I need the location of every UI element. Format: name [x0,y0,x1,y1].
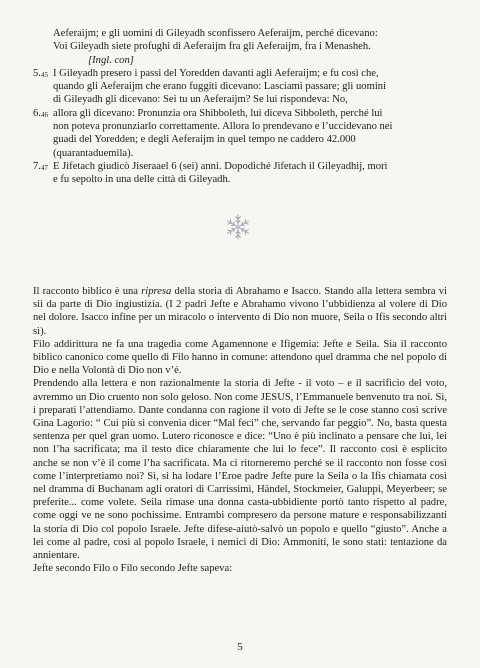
verse-number: $5._{45}$ [33,67,48,79]
verse-line: guadi del Yoredden; e degli Aeferaijm in quel tempo ne caddero 42.000 [53,134,356,146]
translation-note: [Ingl. con] [88,54,134,66]
verse-45 [33,67,453,107]
paragraph-closing: Jefte secondo Filo o Filo secondo Jefte sapeva: [33,563,233,575]
verse-line: e fu sepolto in una delle città di Gileyadh. [53,174,231,186]
verse-line: (quarantaduemila). [53,147,134,159]
verse-line: allora gli dicevano: Pronunzia ora Shibboleth, lui diceva Sibboleth, perché lui [53,107,383,119]
page-number: 5 [237,641,243,653]
verse-continuation-line-1: Aeferaijm; e gli uomini di Gileyadh sconfissero Aeferaijm, perché dicevano: [53,28,378,39]
commentary-text [33,285,447,575]
verse-line: I Gileyadh presero i passi del Yoredden davanti agli Aeferaijm; e fu così che, [53,67,379,79]
paragraph-lettera: Prendendo alla lettera e non razionalmente la storia di Jefte - il voto – e il sacrificio del voto, avremmo un Dio cruento non solo geloso. Non come JESUS, l’Emmanuele benvenuto tra noi. Sì, i preparati l’attendiamo. Dante condanna con ragione il voto di Jefte se le cose stanno così scrive Gina Lagorio: “ Cui più si convenìa dicer “Mal feci” che, servando far peggio”. No, basta questa sentenza per quel gran uomo. Lutero riconosce e dice: “Uno è più inclinato a pensare che lui, lei non l’ha sacrificata; ma il testo dice chiaramente che lui lo fece”. Il racconto così è esplicito anche se non v’è il come l’ha sacrificata. Ma ci ritorneremo perché se il racconto non fosse così come l’interpretiamo noi? Sì, si ha lodare l’Eroe padre Jefte pure la Seila o la Ifis chiamata così nel dramma di Buchanam agli oratori di Carrissimi, Händel, Stockmeier, Galuppi, Meyerbeer; se preferite... come volete. Seila rimase una donna casta-ubbidiente portò tanto rispetto al padre, come oggi ve ne sono pochissime. Entrambi compresero da persone mature e responsabilizzanti la storia di Dio col popolo Israele. Jefte difese-aiutò-salvò un popolo e quello “giusto”. Anche a lei come al padre, così al popolo Israele, i nemici di Dio: Ammoniti, le sono stati: tentazione da annientare. [33,378,447,562]
verse-line: non poteva pronunziarlo correttamente. Allora lo prendevano e l’uccidevano nei [53,121,393,133]
verse-number: $7._{47}$ [33,160,48,172]
verse-number: $6._{46}$ [33,107,48,119]
verse-line: E Jifetach giudicò Jiseraael 6 (sei) anni. Dopodiché Jifetach il Gileyadhij, morì [53,160,388,172]
verse-line: quando gli Aeferaijm che erano fuggiti dicevano: Lasciami passare; gli uomini [53,81,387,93]
scripture-verses [33,27,453,187]
paragraph-ripresa: Il racconto biblico è una ripresa della storia di Abrahamo e Isacco. Stando alla lettera sembra vi sii da parte di Dio ingiustizia. (I 2 padri Jefte e Abrahamo vivono l’ubbidienza al volere di Dio nel dolore. Isacco infine per un miracolo o intervento di Dio non muore, Seila o Ifis secondo altri sì). [33,286,447,337]
paragraph-filo-tragedia: Filo addirittura ne fa una tragedia come Agamennone e Ifigemia: Jefte e Seila. Sia il racconto biblico canonico come quello di Filo hanno in comune: attendono quel dramma che nel popolo di Dio e nella Volontà di Dio non v’é. [33,338,447,377]
verse-continuation-line-2: Voi Gileyadh siete profughi di Aeferaijm fra gli Aeferaijm, fra i Menasheh. [53,41,371,53]
verse-46 [33,107,453,160]
verse-line: di Gileyadh gli dicevano: Sei tu un Aeferaijm? Se lui rispondeva: No, [53,94,348,106]
snowflake-icon [224,213,252,241]
verse-47 [33,160,453,187]
